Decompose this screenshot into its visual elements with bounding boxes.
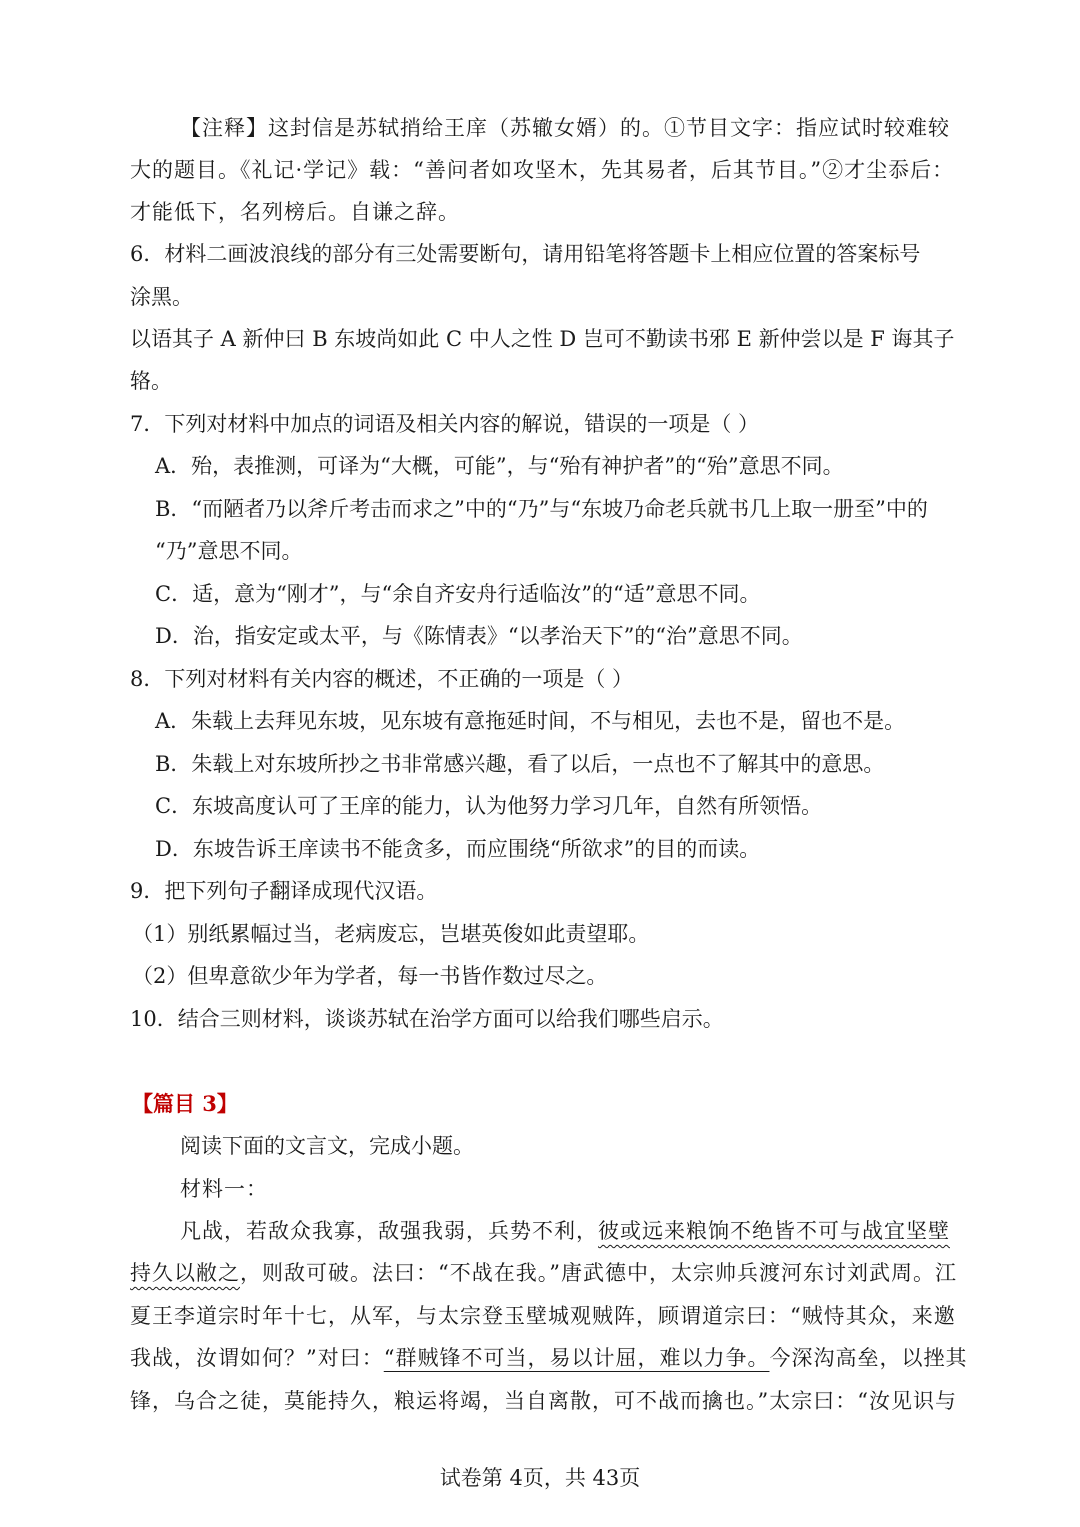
question-6-text: 以语其子 A 新仲曰 B 东坡尚如此 C 中人之性 D 岂可不勤读书邪 E 新仲尝以是 F 诲其子 [130, 327, 955, 351]
material-1-line-2 [130, 1257, 957, 1287]
question-9-sentence-1: （1）别纸累幅过当，老病废忘，岂堪英俊如此责望耶。 [132, 922, 650, 946]
question-7-option-b: B．“而陋者乃以斧斤考击而求之”中的“乃”与“东坡乃命老兵就书几上取一册至”中的 [155, 497, 928, 521]
material-1-line-4-text-end: 今深沟高垒，以挫其 [769, 1346, 968, 1370]
question-7-option-d: D．治，指安定或太平，与《陈情表》“以孝治天下”的“治”意思不同。 [155, 624, 803, 648]
material-1-line-1 [180, 1215, 950, 1245]
material-1-line-2-text: ，则敌可破。法曰：“不战在我。”唐武德中，太宗帅兵渡河东讨刘武周。江 [240, 1261, 957, 1285]
note-line-2: 大的题目。《礼记·学记》载：“善问者如攻坚木，先其易者，后其节目。”②才尘忝后： [130, 158, 955, 182]
note-line-3: 才能低下，名列榜后。自谦之辞。 [130, 200, 460, 224]
straight-underlined-text: “群贼锋不可当，易以计屈，难以力争。 [383, 1346, 770, 1370]
question-8-option-c: C．东坡高度认可了王庠的能力，认为他努力学习几年，自然有所领悟。 [155, 794, 823, 818]
question-7-option-c: C．适，意为“刚才”，与“余自齐安舟行适临汝”的“适”意思不同。 [155, 582, 761, 606]
question-9-stem: 9．把下列句子翻译成现代汉语。 [130, 879, 438, 903]
page-footer: 试卷第 4页，共 43页 [439, 1466, 641, 1490]
material-1-label: 材料一： [180, 1177, 268, 1201]
material-1-line-3: 夏王李道宗时年十七，从军，与太宗登玉壁城观贼阵，顾谓道宗曰：“贼恃其众，来邀 [130, 1304, 956, 1328]
question-8-stem: 8．下列对材料有关内容的概述，不正确的一项是（ ） [130, 667, 634, 691]
question-9-sentence-2: （2）但卑意欲少年为学者，每一书皆作数过尽之。 [132, 964, 608, 988]
question-7-stem: 7．下列对材料中加点的词语及相关内容的解说，错误的一项是（ ） [130, 412, 760, 436]
question-8-option-b: B．朱载上对东坡所抄之书非常感兴趣，看了以后，一点也不了解其中的意思。 [155, 752, 885, 776]
question-7-option-a: A．殆，表推测，可译为“大概，可能”，与“殆有神护者”的“殆”意思不同。 [155, 454, 844, 478]
wavy-underlined-text: 彼或远来粮饷不绝皆不可与战宜坚壁 [598, 1219, 950, 1243]
question-8-option-a: A．朱载上去拜见东坡，见东坡有意拖延时间，不与相见，去也不是，留也不是。 [155, 709, 906, 733]
question-6-stem: 6．材料二画波浪线的部分有三处需要断句，请用铅笔将答题卡上相应位置的答案标号 [130, 242, 921, 266]
wavy-underlined-text-cont: 持久以敝之 [130, 1261, 240, 1285]
material-1-line-5: 锋，乌合之徒，莫能持久，粮运将竭，当自离散，可不战而擒也。”太宗曰：“汝见识与 [130, 1389, 957, 1413]
material-1-line-1-text: 凡战，若敌众我寡，敌强我弱，兵势不利， [180, 1219, 598, 1243]
section-3-instruction: 阅读下面的文言文，完成小题。 [180, 1134, 474, 1158]
question-7-option-b-cont: “乃”意思不同。 [155, 539, 303, 563]
question-8-option-d: D．东坡告诉王庠读书不能贪多，而应围绕“所欲求”的目的而读。 [155, 837, 761, 861]
material-1-line-4 [130, 1342, 967, 1372]
section-3-heading: 【篇目 3】 [132, 1091, 238, 1116]
question-6-stem-cont: 涂黑。 [130, 285, 193, 309]
question-6-text-cont: 辂。 [130, 369, 172, 393]
question-10-stem: 10．结合三则材料，谈谈苏轼在治学方面可以给我们哪些启示。 [130, 1007, 724, 1031]
material-1-line-4-text: 我战，汝谓如何？”对曰： [130, 1346, 384, 1370]
note-line-1: 【注释】这封信是苏轼捎给王庠（苏辙女婿）的。①节目文字：指应试时较难较 [180, 116, 950, 140]
